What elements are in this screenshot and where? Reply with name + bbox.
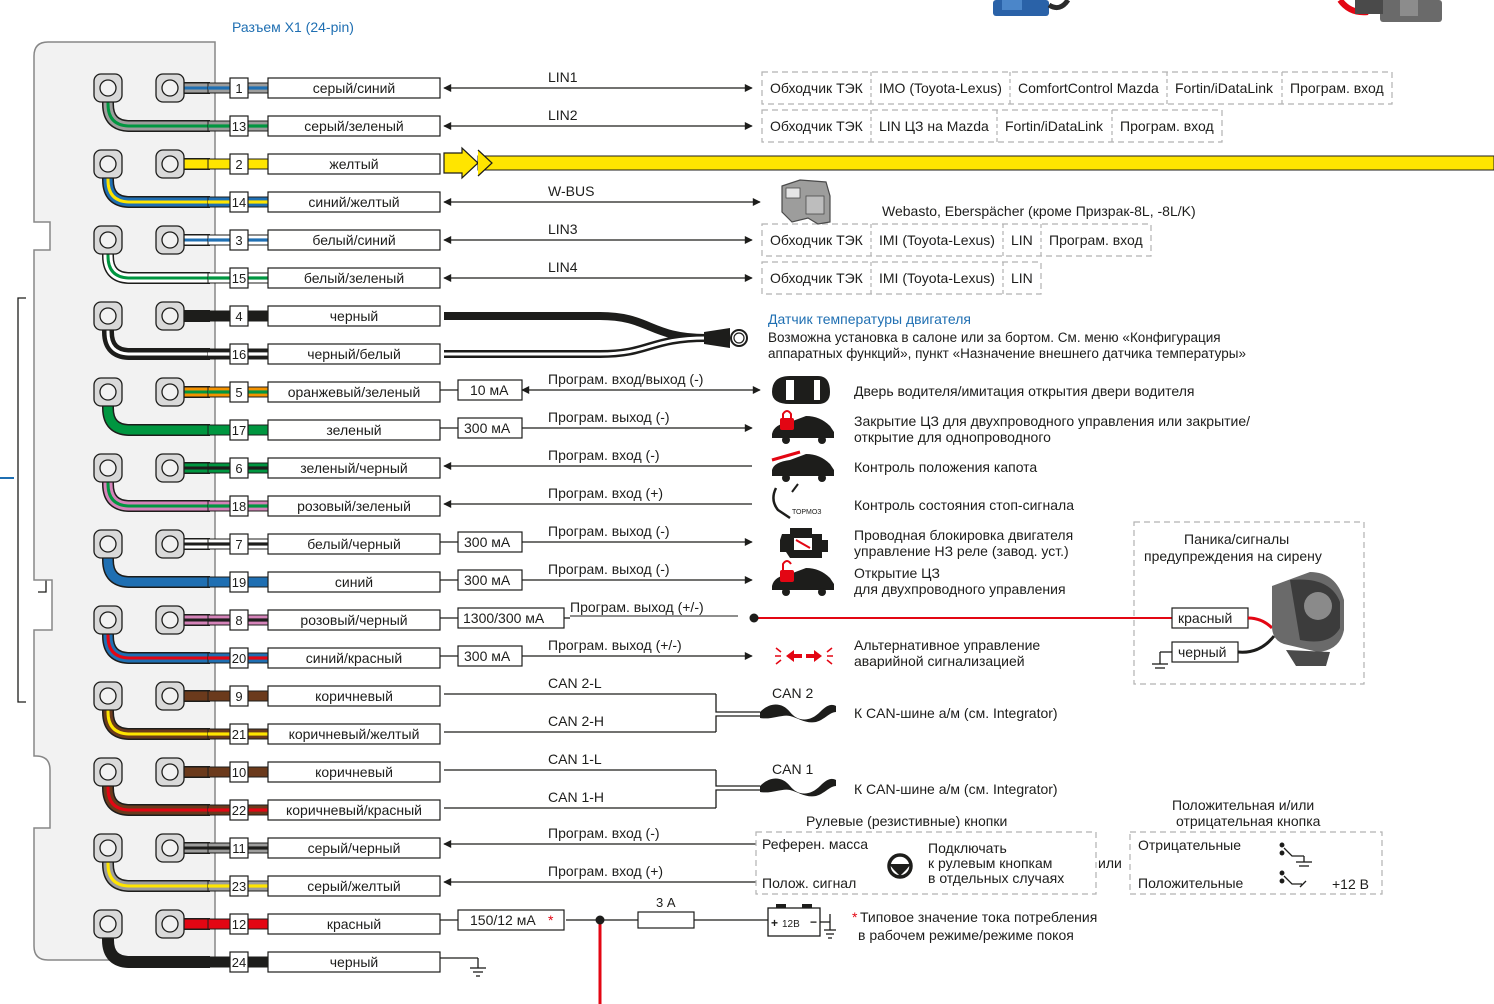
temp-sensor-line2: аппаратных функций», пункт «Назначение внешнего датчика температуры» (768, 346, 1246, 361)
power-note (852, 909, 1097, 943)
door-desc: Дверь водителя/имитация открытия двери водителя (854, 383, 1195, 399)
pin-number: 18 (231, 499, 247, 514)
pin-socket (156, 758, 184, 786)
wire-row (208, 838, 440, 858)
lin-item: ComfortControl Mazda (1018, 80, 1159, 96)
pin-number: 8 (235, 613, 243, 628)
current-5: 10 мА (470, 382, 509, 398)
pin-socket (94, 454, 122, 482)
wire-color-label: черный (329, 954, 379, 970)
plus12-label: +12 В (1332, 876, 1369, 892)
wire-row (208, 610, 440, 630)
pin24-ground (440, 958, 486, 976)
lock-desc-2: открытие для однопроводного (854, 429, 1051, 445)
pin2-yellow-wire (444, 148, 1494, 178)
lock-desc-1: Закрытие ЦЗ для двухпроводного управления или закрытие/ (854, 413, 1251, 429)
lin-item: LIN ЦЗ на Mazda (879, 118, 989, 134)
siren-black-label: черный (1178, 644, 1227, 660)
wire-row (208, 78, 440, 98)
wire-row (208, 534, 440, 554)
pin-socket (156, 302, 184, 330)
neg-switch-icon (1280, 843, 1312, 866)
temp-sensor-wire (444, 316, 747, 354)
lin4-label: LIN4 (548, 259, 578, 275)
brake-icon-label: ТОРМОЗ (792, 509, 822, 516)
lin-item: Fortin/iDataLink (1175, 80, 1274, 96)
car-lock-icon (772, 411, 834, 444)
wire-row (208, 914, 440, 934)
svg-text:−: − (810, 915, 818, 929)
pin-socket (94, 378, 122, 406)
fuse (638, 912, 694, 928)
lin2-box (762, 110, 1222, 142)
current-7: 300 мА (464, 534, 511, 550)
pin-number: 11 (232, 841, 246, 856)
pos-switch-icon (1280, 871, 1306, 887)
power-note-2: в рабочем режиме/режиме покоя (858, 927, 1074, 943)
wire-row (208, 306, 440, 326)
pin-socket (156, 910, 184, 938)
wire-color-label: красный (326, 916, 382, 932)
wire-row (208, 876, 440, 896)
pin-number: 2 (235, 157, 243, 172)
wire-color-label: зеленый (326, 422, 382, 438)
pin-number: 1 (235, 81, 243, 96)
lin-item: IMI (Toyota-Lexus) (879, 232, 995, 248)
lin-item: IMI (Toyota-Lexus) (879, 270, 995, 286)
pin-socket (156, 74, 184, 102)
signal-label-7: Програм. выход (-) (548, 523, 670, 539)
wire-color-label: синий (334, 574, 374, 590)
pin-number: 19 (231, 575, 247, 590)
wire-row (208, 230, 440, 250)
steering-title: Рулевые (резистивные) кнопки (806, 813, 1008, 829)
steering-ref: Референ. масса (762, 836, 869, 852)
siren-title-2: предупреждения на сирену (1144, 548, 1322, 564)
pin-number: 6 (235, 461, 243, 476)
pin12-power (596, 895, 695, 1004)
car-hood-icon (772, 452, 834, 482)
wire-row (208, 648, 440, 668)
pin8-siren-wire (750, 614, 1173, 623)
or-label: или (1098, 855, 1122, 871)
car-door-icon (772, 376, 830, 404)
wire-color-label: синий/красный (305, 650, 403, 666)
pin-number: 10 (231, 765, 247, 780)
pin-number: 24 (231, 955, 247, 970)
current-8: 1300/300 мА (463, 610, 545, 626)
steering-note-3: в отдельных случаях (928, 870, 1065, 886)
pin-socket (156, 378, 184, 406)
pin-number: 22 (231, 803, 247, 818)
wire-row (208, 420, 440, 440)
car-unlock-icon (772, 561, 834, 596)
wire-color-label: коричневый/желтый (288, 726, 420, 742)
lin-item: IMO (Toyota-Lexus) (879, 80, 1002, 96)
can2h-label: CAN 2-H (548, 713, 605, 729)
lin-item: Обходчик ТЭК (770, 118, 863, 134)
steering-note-1: Подключать (928, 840, 1007, 856)
pin-number: 3 (235, 233, 243, 248)
wire-color-label: зеленый/черный (300, 460, 408, 476)
block-desc-2: управление НЗ реле (завод. уст.) (854, 543, 1069, 559)
wire-row (208, 344, 440, 364)
wire-color-label: серый/желтый (307, 878, 401, 894)
pin-number: 5 (235, 385, 243, 400)
signal-label-5: Програм. вход/выход (-) (548, 371, 704, 387)
buttons-title-2: отрицательная кнопка (1176, 813, 1321, 829)
signal-label-18: Програм. вход (+) (548, 485, 664, 501)
lin3-label: LIN3 (548, 221, 578, 237)
wire-row (208, 192, 440, 212)
wire-color-label: коричневый/красный (285, 802, 423, 818)
unlock-desc-1: Открытие ЦЗ (854, 565, 940, 581)
lin-item: Обходчик ТЭК (770, 232, 863, 248)
signal-label-20: Програм. выход (+/-) (548, 637, 682, 653)
wire-color-label: синий/желтый (308, 194, 400, 210)
pin-number: 14 (231, 195, 247, 210)
wire-color-label: коричневый (315, 688, 393, 704)
wire-color-label: оранжевый/зеленый (287, 384, 421, 400)
pos-buttons-label: Положительные (1138, 875, 1244, 891)
signal-label-8: Програм. выход (+/-) (570, 599, 704, 615)
wire-color-label: белый/черный (307, 536, 401, 552)
signal-label-6: Програм. вход (-) (548, 447, 660, 463)
wire-row (208, 686, 440, 706)
can1l-label: CAN 1-L (548, 751, 602, 767)
lin-item: LIN (1011, 232, 1033, 248)
lin-boxes (762, 72, 1392, 294)
signal-label-23: Програм. вход (+) (548, 863, 664, 879)
temp-sensor-line1: Возможна установка в салоне или за бортом. См. меню «Конфигурация (768, 330, 1221, 345)
current-12: 150/12 мА (470, 912, 536, 928)
wire-row (208, 458, 440, 478)
wire-color-label: серый/черный (307, 840, 401, 856)
battery-icon (768, 904, 836, 938)
engine-block-icon (780, 528, 828, 558)
pin-number: 16 (231, 347, 247, 362)
can1-label: CAN 1 (772, 761, 814, 777)
signal-labels (548, 69, 704, 879)
wire-row (208, 724, 440, 744)
heater-icon (782, 180, 830, 224)
wire-color-label: белый/синий (312, 232, 396, 248)
temp-sensor-title: Датчик температуры двигателя (768, 311, 971, 327)
brake-desc: Контроль состояния стоп-сигнала (854, 497, 1074, 513)
wire-color-label: белый/зеленый (303, 270, 405, 286)
current-17: 300 мА (464, 420, 511, 436)
can2-desc: К CAN-шине а/м (см. Integrator) (854, 705, 1058, 721)
pin-socket (156, 226, 184, 254)
hazard-desc-2: аварийной сигнализацией (854, 653, 1025, 669)
hood-desc: Контроль положения капота (854, 459, 1038, 475)
signal-label-11: Програм. вход (-) (548, 825, 660, 841)
pin-socket (94, 910, 122, 938)
power-note-1: Типовое значение тока потребления (860, 909, 1098, 925)
lin-item: LIN (1011, 270, 1033, 286)
wire-row (208, 572, 440, 592)
wire-row (208, 116, 440, 136)
lin1-label: LIN1 (548, 69, 578, 85)
steering-buttons-box (756, 813, 1122, 894)
buttons-title-1: Положительная и/или (1172, 797, 1315, 813)
hazard-desc-1: Альтернативное управление (854, 637, 1041, 653)
power-note-star: * (852, 909, 858, 925)
hazard-lights-icon (775, 648, 833, 664)
siren-box (1134, 522, 1364, 684)
pin-socket (94, 606, 122, 634)
siren-icon (1272, 572, 1344, 666)
pin-socket (156, 530, 184, 558)
wire-color-label: черный/белый (307, 346, 401, 362)
block-desc-1: Проводная блокировка двигателя (854, 527, 1074, 543)
pin-socket (94, 758, 122, 786)
lin-item: Програм. вход (1290, 80, 1384, 96)
pin-number: 15 (231, 271, 247, 286)
pos-neg-button-box (1130, 797, 1382, 894)
wire-row (208, 268, 440, 288)
wire-row (208, 154, 440, 174)
pin-number: 23 (231, 879, 247, 894)
descriptions (768, 203, 1250, 797)
pin-socket (94, 302, 122, 330)
lin3-box (762, 224, 1151, 256)
lin-item: Обходчик ТЭК (770, 80, 863, 96)
svg-text:+: + (771, 916, 779, 930)
pin-socket (156, 834, 184, 862)
can-twisted-pairs (760, 705, 836, 797)
steering-pos: Полож. сигнал (762, 875, 857, 891)
unlock-desc-2: для двухпроводного управления (854, 581, 1066, 597)
pin-number: 21 (231, 727, 247, 742)
steering-note-2: к рулевым кнопкам (928, 855, 1053, 871)
lin4-box (762, 262, 1041, 294)
wire-row (208, 496, 440, 516)
wire-color-label: розовый/черный (300, 612, 408, 628)
pin-socket (94, 682, 122, 710)
steering-wheel-icon (889, 855, 911, 877)
pin-socket (94, 74, 122, 102)
pin-number: 20 (231, 651, 247, 666)
wire-rows (208, 78, 440, 972)
pin-number: 4 (235, 309, 243, 324)
pin-number: 9 (235, 689, 243, 704)
pin-socket (94, 834, 122, 862)
can1-desc: К CAN-шине а/м (см. Integrator) (854, 781, 1058, 797)
pin-number: 17 (231, 423, 247, 438)
pin-number: 7 (235, 537, 243, 552)
current-20: 300 мА (464, 648, 511, 664)
can2l-label: CAN 2-L (548, 675, 602, 691)
wire-row (208, 800, 440, 820)
wire-color-label: желтый (329, 156, 379, 172)
wire-color-label: серый/зеленый (304, 118, 404, 134)
wire-row (208, 382, 440, 402)
lin1-box (762, 72, 1392, 104)
pin-socket (94, 530, 122, 558)
pin-socket (156, 606, 184, 634)
wire-row (208, 762, 440, 782)
current-19: 300 мА (464, 572, 511, 588)
can1h-label: CAN 1-H (548, 789, 605, 805)
siren-red-label: красный (1178, 610, 1233, 626)
brake-pedal-icon (773, 484, 821, 518)
lin-item: Fortin/iDataLink (1005, 118, 1104, 134)
pin-socket (94, 226, 122, 254)
pin-number: 12 (231, 917, 247, 932)
pin-number: 13 (231, 119, 247, 134)
connector-title: Разъем X1 (24-pin) (232, 19, 354, 35)
top-connector-images (993, 0, 1442, 22)
current-12-star: * (548, 912, 554, 928)
signal-label-17: Програм. выход (-) (548, 409, 670, 425)
pin-socket (156, 454, 184, 482)
signal-label-19: Програм. выход (-) (548, 561, 670, 577)
wbus-label: W-BUS (548, 183, 595, 199)
wire-color-label: черный (329, 308, 379, 324)
can2-label: CAN 2 (772, 685, 814, 701)
wire-color-label: розовый/зеленый (297, 498, 411, 514)
wire-row (208, 952, 440, 972)
siren-title-1: Паника/сигналы (1184, 531, 1290, 547)
lin-item: Обходчик ТЭК (770, 270, 863, 286)
lin2-label: LIN2 (548, 107, 578, 123)
wire-color-label: коричневый (315, 764, 393, 780)
fuse-label: 3 А (656, 895, 676, 910)
neg-buttons-label: Отрицательные (1138, 837, 1242, 853)
battery-label: 12В (782, 919, 800, 930)
wire-color-label: серый/синий (312, 80, 396, 96)
pin-socket (156, 682, 184, 710)
signal-lines (444, 88, 768, 920)
lin-item: Програм. вход (1049, 232, 1143, 248)
pin-socket (94, 150, 122, 178)
pin-socket (156, 150, 184, 178)
lin-item: Програм. вход (1120, 118, 1214, 134)
webasto-desc: Webasto, Eberspächer (кроме Призрак-8L, -8L/K) (882, 203, 1196, 219)
